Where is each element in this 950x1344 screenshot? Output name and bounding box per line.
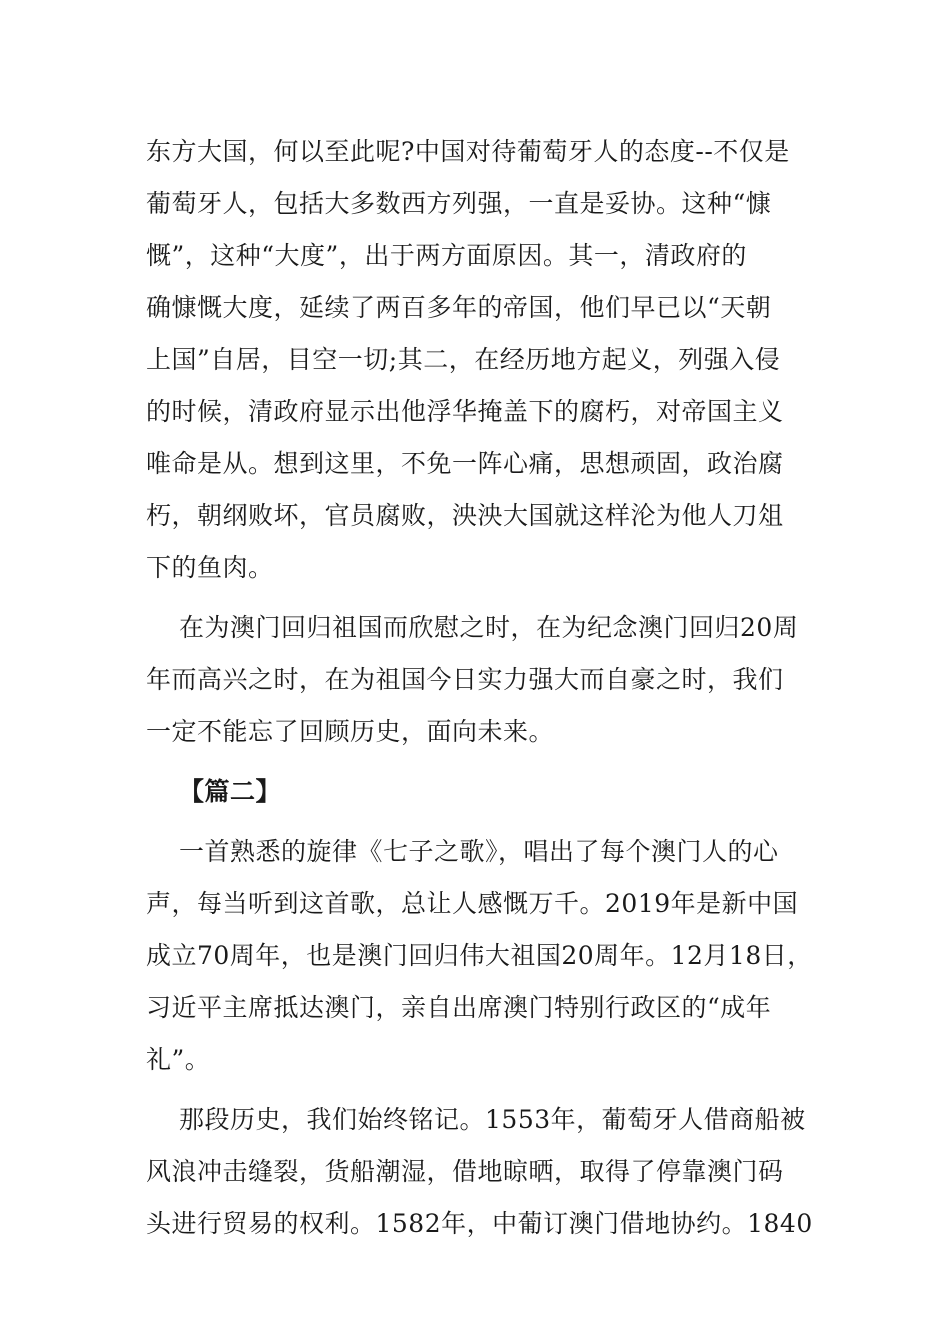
document-body — [146, 130, 813, 1254]
paragraph-conclusion — [146, 606, 806, 762]
text-line: 下的鱼肉。 — [146, 553, 274, 582]
paragraph-gap — [146, 1090, 806, 1098]
text-line: 习近平主席抵达澳门，亲自出席澳门特别行政区的“成年 — [146, 993, 772, 1022]
text-line: 一首熟悉的旋律《七子之歌》，唱出了每个澳门人的心 — [179, 837, 779, 866]
paragraph-gap — [146, 822, 806, 830]
text-line: 那段历史，我们始终铭记。1553年，葡萄牙人借商船被 — [179, 1105, 806, 1134]
paragraph-gap — [146, 762, 806, 770]
text-line: 东方大国，何以至此呢?中国对待葡萄牙人的态度--不仅是 — [146, 137, 790, 166]
section-heading — [146, 770, 806, 822]
text-line: 一定不能忘了回顾历史，面向未来。 — [146, 717, 555, 746]
paragraph-history-remembered — [146, 1098, 813, 1254]
text-line: 上国”自居，目空一切;其二，在经历地方起义，列强入侵 — [146, 345, 781, 374]
section-title: 【篇二】 — [179, 777, 282, 806]
paragraph-seven-sons-song — [146, 830, 813, 1090]
text-line: 声，每当听到这首歌，总让人感慨万千。2019年是新中国 — [146, 889, 799, 918]
text-line: 确慷慨大度，延续了两百多年的帝国，他们早已以“天朝 — [146, 293, 772, 322]
paragraph-gap — [146, 598, 806, 606]
text-line: 唯命是从。想到这里，不免一阵心痛，思想顽固，政治腐 — [146, 449, 784, 478]
text-line: 风浪冲击缝裂，货船潮湿，借地晾晒，取得了停靠澳门码 — [146, 1157, 784, 1186]
text-line: 在为澳门回归祖国而欣慰之时，在为纪念澳门回归20周 — [179, 613, 799, 642]
text-line: 年而高兴之时，在为祖国今日实力强大而自豪之时，我们 — [146, 665, 784, 694]
text-line: 成立70周年，也是澳门回归伟大祖国20周年。12月18日， — [146, 941, 813, 970]
text-line: 礼”。 — [146, 1045, 211, 1074]
text-line: 慨”，这种“大度”，出于两方面原因。其一，清政府的 — [146, 241, 747, 270]
text-line: 朽，朝纲败坏，官员腐败，泱泱大国就这样沦为他人刀俎 — [146, 501, 784, 530]
text-line: 葡萄牙人，包括大多数西方列强，一直是妥协。这种“慷 — [146, 189, 772, 218]
paragraph-history-continuation — [146, 130, 806, 598]
text-line: 的时候，清政府显示出他浮华掩盖下的腐朽，对帝国主义 — [146, 397, 784, 426]
text-line: 头进行贸易的权利。1582年，中葡订澳门借地协约。1840 — [146, 1209, 813, 1238]
